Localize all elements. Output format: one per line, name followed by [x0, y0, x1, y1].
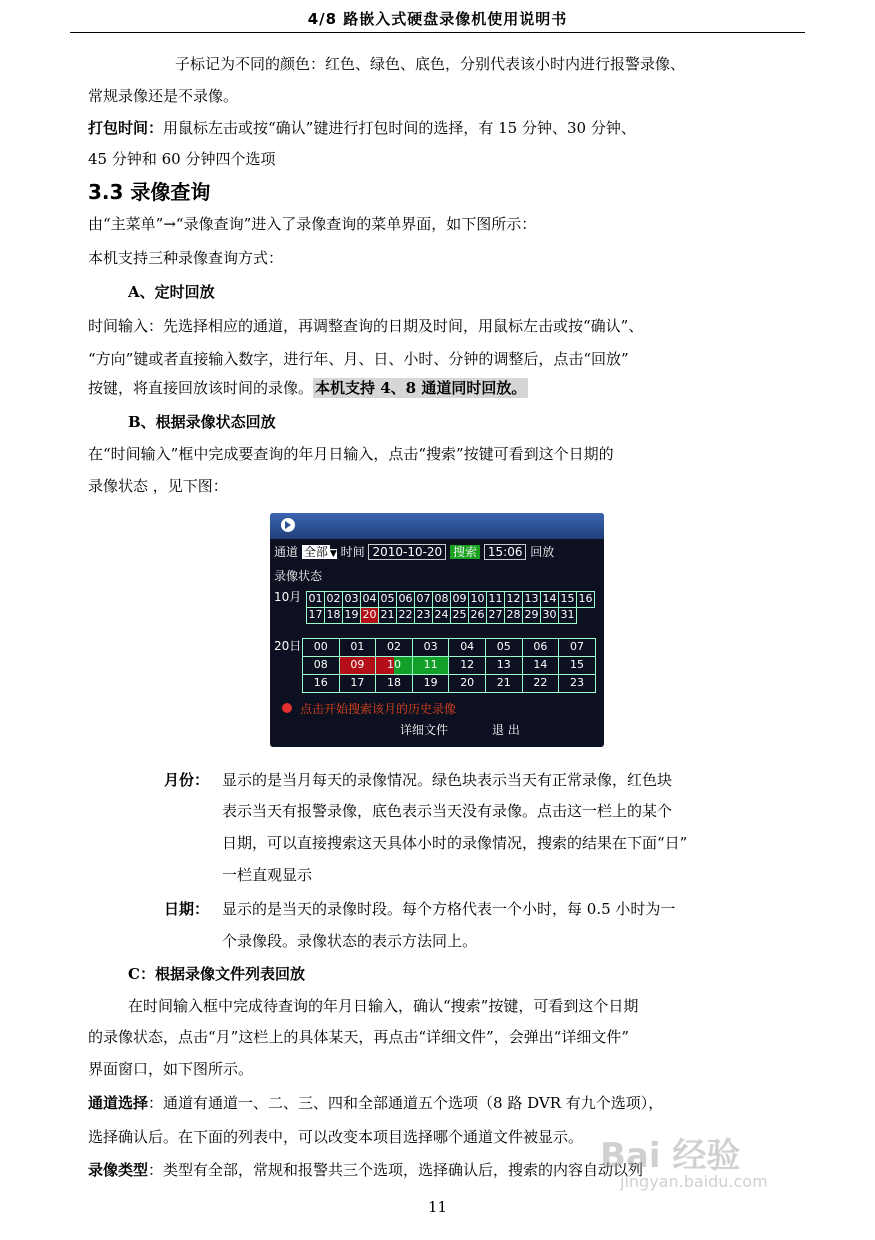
month-day-cell[interactable]: 19 [342, 607, 361, 624]
month-day-cell[interactable]: 05 [378, 591, 397, 608]
term-text: ：类型有全部，常规和报警共三个选项，选择确认后，搜索的内容自动以列 [148, 1161, 644, 1179]
month-day-cell[interactable]: 23 [414, 607, 433, 624]
hour-cell[interactable]: 22 [522, 674, 560, 693]
month-day-cell[interactable]: 16 [576, 591, 595, 608]
paragraph-line: 时间输入：先选择相应的通道，再调整查询的日期及时间，用鼠标左击或按“确认”、 [88, 317, 644, 335]
month-day-cell[interactable]: 14 [540, 591, 559, 608]
channel-select[interactable]: 全部 [303, 545, 328, 559]
paragraph-line: “方向”键或者直接输入数字，进行年、月、日、小时、分钟的调整后，点击“回放” [88, 350, 629, 368]
definition-line: 一栏直观显示 [222, 866, 313, 884]
month-day-cell[interactable]: 25 [450, 607, 469, 624]
subheading: C：根据录像文件列表回放 [128, 965, 305, 983]
dvr-logo-icon [280, 517, 296, 533]
search-button[interactable]: 搜索 [450, 545, 480, 559]
month-day-cell[interactable]: 15 [558, 591, 577, 608]
hour-cell[interactable]: 15 [558, 656, 596, 675]
day-label: 20日 [274, 639, 302, 653]
exit-button[interactable]: 退 出 [492, 723, 520, 737]
hour-cell[interactable]: 08 [302, 656, 340, 675]
section-title: 3.3 录像查询 [88, 180, 211, 204]
paragraph-line: 在“时间输入”框中完成要查询的年月日输入，点击“搜索”按键可看到这个日期的 [88, 445, 614, 463]
hour-cell[interactable]: 01 [339, 638, 377, 657]
paragraph-line [88, 378, 528, 398]
watermark-url: jingyan.baidu.com [620, 1172, 768, 1191]
hour-cell[interactable]: 11 [412, 656, 450, 675]
term-label: 打包时间： [88, 119, 164, 137]
text: 按键，将直接回放该时间的录像。 [88, 379, 314, 397]
header-rule [70, 32, 805, 33]
running-header: 4/8 路嵌入式硬盘录像机使用说明书 [307, 10, 568, 28]
month-day-cell[interactable]: 07 [414, 591, 433, 608]
hour-cell[interactable]: 14 [522, 656, 560, 675]
paragraph-line [88, 118, 636, 138]
hour-cell[interactable]: 18 [375, 674, 413, 693]
month-day-cell[interactable]: 22 [396, 607, 415, 624]
term-text: 用鼠标左击或按“确认”键进行打包时间的选择，有 15 分钟、30 分钟、 [163, 119, 636, 137]
baidu-watermark [560, 1128, 820, 1198]
playback-button[interactable]: 回放 [530, 545, 555, 559]
month-day-cell[interactable]: 03 [342, 591, 361, 608]
month-day-cell[interactable]: 04 [360, 591, 379, 608]
hour-cell[interactable]: 00 [302, 638, 340, 657]
status-label: 录像状态 [274, 569, 323, 583]
month-label: 10月 [274, 590, 302, 604]
hour-cell[interactable]: 13 [485, 656, 523, 675]
hint-text: 点击开始搜索该月的历史录像 [300, 702, 457, 716]
definition-line: 显示的是当天的录像时段。每个方格代表一个小时，每 0.5 小时为一 [222, 900, 676, 918]
definition-line: 表示当天有报警录像，底色表示当天没有录像。点击这一栏上的某个 [222, 802, 673, 820]
hour-cell[interactable]: 12 [448, 656, 486, 675]
hour-cell[interactable]: 06 [522, 638, 560, 657]
term-label: 日期： [164, 900, 210, 918]
hour-cell[interactable]: 23 [558, 674, 596, 693]
paragraph-line: 界面窗口，如下图所示。 [88, 1060, 254, 1078]
paragraph-line: 的录像状态，点击“月”这栏上的具体某天，再点击“详细文件”，会弹出“详细文件” [88, 1028, 630, 1046]
month-day-cell[interactable]: 27 [486, 607, 505, 624]
paragraph-line: 本机支持三种录像查询方式： [88, 249, 284, 267]
term-text: ：通道有通道一、二、三、四和全部通道五个选项（8 路 DVR 有九个选项）， [148, 1094, 664, 1112]
paragraph-line: 选择确认后。在下面的列表中，可以改变本项目选择哪个通道文件被显示。 [88, 1128, 584, 1146]
highlight-text: 本机支持 4、8 通道同时回放。 [315, 379, 527, 397]
paragraph-line: 常规录像还是不录像。 [88, 87, 239, 105]
subheading: A、定时回放 [128, 283, 215, 301]
month-day-cell[interactable]: 21 [378, 607, 397, 624]
dvr-screenshot [270, 513, 604, 747]
month-day-cell[interactable]: 13 [522, 591, 541, 608]
term-label: 月份： [164, 771, 210, 789]
term-label: 录像类型 [88, 1161, 149, 1179]
month-day-cell[interactable]: 20 [360, 607, 379, 624]
hour-cell[interactable]: 19 [412, 674, 450, 693]
month-day-cell[interactable]: 06 [396, 591, 415, 608]
hour-cell[interactable]: 03 [412, 638, 450, 657]
term-label: 通道选择 [88, 1094, 149, 1112]
watermark-logo-text: Bai 经验 [600, 1136, 741, 1176]
definition-line: 显示的是当月每天的录像情况。绿色块表示当天有正常录像，红色块 [222, 771, 673, 789]
hour-cell[interactable]: 17 [339, 674, 377, 693]
month-day-cell[interactable]: 18 [324, 607, 343, 624]
hint-dot-icon [282, 703, 292, 713]
hour-cell[interactable]: 09 [339, 656, 377, 675]
paragraph-line: 45 分钟和 60 分钟四个选项 [88, 150, 276, 168]
month-day-cell[interactable]: 17 [306, 607, 325, 624]
month-day-cell[interactable]: 02 [324, 591, 343, 608]
subheading: B、根据录像状态回放 [128, 413, 276, 431]
hour-cell[interactable]: 02 [375, 638, 413, 657]
month-day-cell[interactable]: 31 [558, 607, 577, 624]
paragraph-line: 子标记为不同的颜色：红色、绿色、底色，分别代表该小时内进行报警录像、 [175, 55, 686, 73]
chevron-down-icon[interactable]: ▼ [329, 549, 337, 559]
definition-line: 日期，可以直接搜索这天具体小时的录像情况，搜索的结果在下面“日” [222, 834, 688, 852]
hour-cell[interactable]: 07 [558, 638, 596, 657]
paragraph-line: 在时间输入框中完成待查询的年月日输入，确认“搜索”按键，可看到这个日期 [128, 997, 639, 1015]
dvr-title-bar [270, 513, 604, 539]
page-number: 11 [427, 1198, 448, 1216]
month-day-cell[interactable]: 08 [432, 591, 451, 608]
month-day-cell[interactable]: 12 [504, 591, 523, 608]
month-day-cell[interactable]: 01 [306, 591, 325, 608]
dvr-search-row [274, 543, 554, 560]
definition-line: 个录像段。录像状态的表示方法同上。 [222, 932, 478, 950]
month-day-cell[interactable]: 10 [468, 591, 487, 608]
hour-cell[interactable]: 05 [485, 638, 523, 657]
time-field[interactable]: 15:06 [484, 544, 527, 560]
paragraph-line [88, 1093, 663, 1113]
month-day-cell[interactable]: 11 [486, 591, 505, 608]
month-day-cell[interactable]: 26 [468, 607, 487, 624]
paragraph-line: 录像状态 ，见下图： [88, 477, 228, 495]
time-label: 时间 [340, 545, 365, 559]
hour-cell[interactable]: 04 [448, 638, 486, 657]
month-day-cell[interactable]: 29 [522, 607, 541, 624]
channel-label: 通道 [274, 545, 299, 559]
hour-cell[interactable]: 21 [485, 674, 523, 693]
hour-cell[interactable]: 20 [448, 674, 486, 693]
month-day-cell[interactable]: 09 [450, 591, 469, 608]
detail-file-button[interactable]: 详细文件 [400, 723, 449, 737]
month-day-cell[interactable]: 28 [504, 607, 523, 624]
paragraph-line: 由“主菜单”→“录像查询”进入了录像查询的菜单界面，如下图所示： [88, 215, 537, 233]
month-day-cell[interactable]: 30 [540, 607, 559, 624]
month-day-cell[interactable]: 24 [432, 607, 451, 624]
date-field[interactable]: 2010-10-20 [368, 544, 446, 560]
hour-cell[interactable]: 16 [302, 674, 340, 693]
hour-cell[interactable]: 10 [375, 656, 413, 675]
